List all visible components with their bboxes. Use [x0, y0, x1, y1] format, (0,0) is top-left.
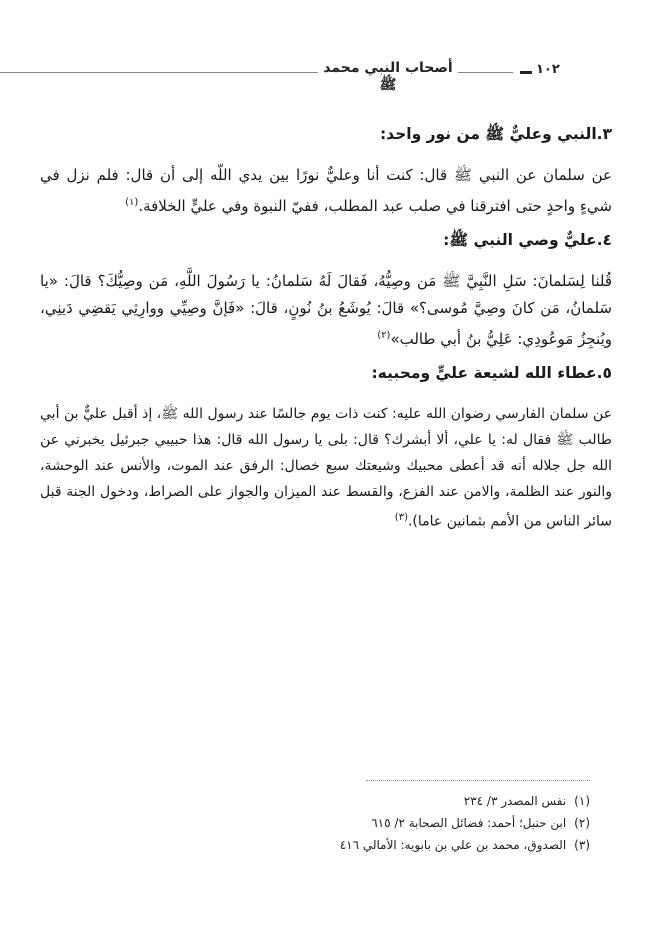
section-heading-3: ٣.النبي وعليٌّ ﷺ من نور واحد:	[379, 125, 612, 143]
paragraph-text: عن سلمان الفارسي رضوان الله عليه: كنت ذات يوم جالسًا عند رسول الله ﷺ، إذ أقبل عليٌّ بن أبي طالب ﷺ فقال له: يا علي، ألا أبشرك؟ قال: بلى يا رسول الله قال: هذا حبيبي جبرئيل يخبرني عن الله جل جلاله أنه قد أعطى محبيك وشيعتك سبع خصال: الرفق عند الموت، والأنس عند الوحشة، والنور عند الظلمة، والامن عند الفزع، والقسط عند الميزان والجواز على الصراط، ودخول الجنة قبل سائر الناس من الأمم بثمانين عاما).	[40, 406, 612, 530]
header-dash	[520, 71, 532, 74]
footnote-item	[40, 834, 590, 856]
paragraph-text: عن سلمان عن النبي ﷺ قال: كنت أنا وعليٌّ نورًا بين يدي اللّه إلى أن قال: فلم نزل في شيءٍ واحدٍ حتى افترقنا في صلب عبد المطلب، ففيّ النبوة وفي عليٍّ الخلافة.	[40, 166, 612, 215]
header-rule-right	[458, 72, 513, 73]
running-header	[0, 60, 669, 93]
main-text	[40, 120, 612, 535]
section-paragraph-5	[40, 401, 612, 535]
footnote-item	[40, 790, 590, 812]
footnote-divider	[366, 780, 590, 781]
page-number: ١٠٢	[536, 62, 560, 77]
footnote-item	[40, 812, 590, 834]
footnote-number: (١)	[574, 794, 590, 808]
footnote-text: الصدوق، محمد بن علي بن بابويه: الأمالي ٤١٦	[339, 838, 567, 852]
footnote-text: نفس المصدر ٣/ ٢٣٤	[463, 794, 567, 808]
section-heading-5: ٥.عطاء الله لشيعة عليٍّ ومحبيه:	[371, 364, 612, 382]
footnote-ref: (١)	[125, 197, 139, 208]
footnote-text: ابن حنبل؛ أحمد: فضائل الصحابة ٢/ ٦١٥	[371, 816, 567, 830]
footnotes	[40, 790, 590, 856]
header-title: أصحاب النبي محمد ﷺ	[323, 60, 453, 93]
header-rule-left	[0, 72, 318, 73]
footnote-number: (٢)	[574, 816, 590, 830]
footnote-ref: (٣)	[394, 512, 408, 523]
section-heading-4: ٤.عليٌّ وصي النبي ﷺ:	[443, 231, 612, 249]
footnote-ref: (٢)	[377, 330, 391, 341]
section-paragraph-4	[40, 268, 612, 353]
paragraph-text: قُلنا لِسَلمانَ: سَلِ النَّبِيَّ ﷺ مَن وصِيُّهُ، فَقالَ لَهُ سَلمانُ: يا رَسُولَ اللَّهِ، مَن وصِيُّكَ؟ قالَ: «يا سَلمانُ، مَن كانَ وصِيَّ مُوسى؟» قالَ: يُوشَعُ بنُ نُونٍ، قالَ: «فَإنَّ وصِيِّي ووارِثِي يَقضِي دَينِي، ويُنجِزُ مَوعُودِي: عَلِيُّ بنُ أبي طالب»	[40, 272, 612, 348]
section-paragraph-3	[40, 162, 612, 220]
footnote-number: (٣)	[574, 838, 590, 852]
